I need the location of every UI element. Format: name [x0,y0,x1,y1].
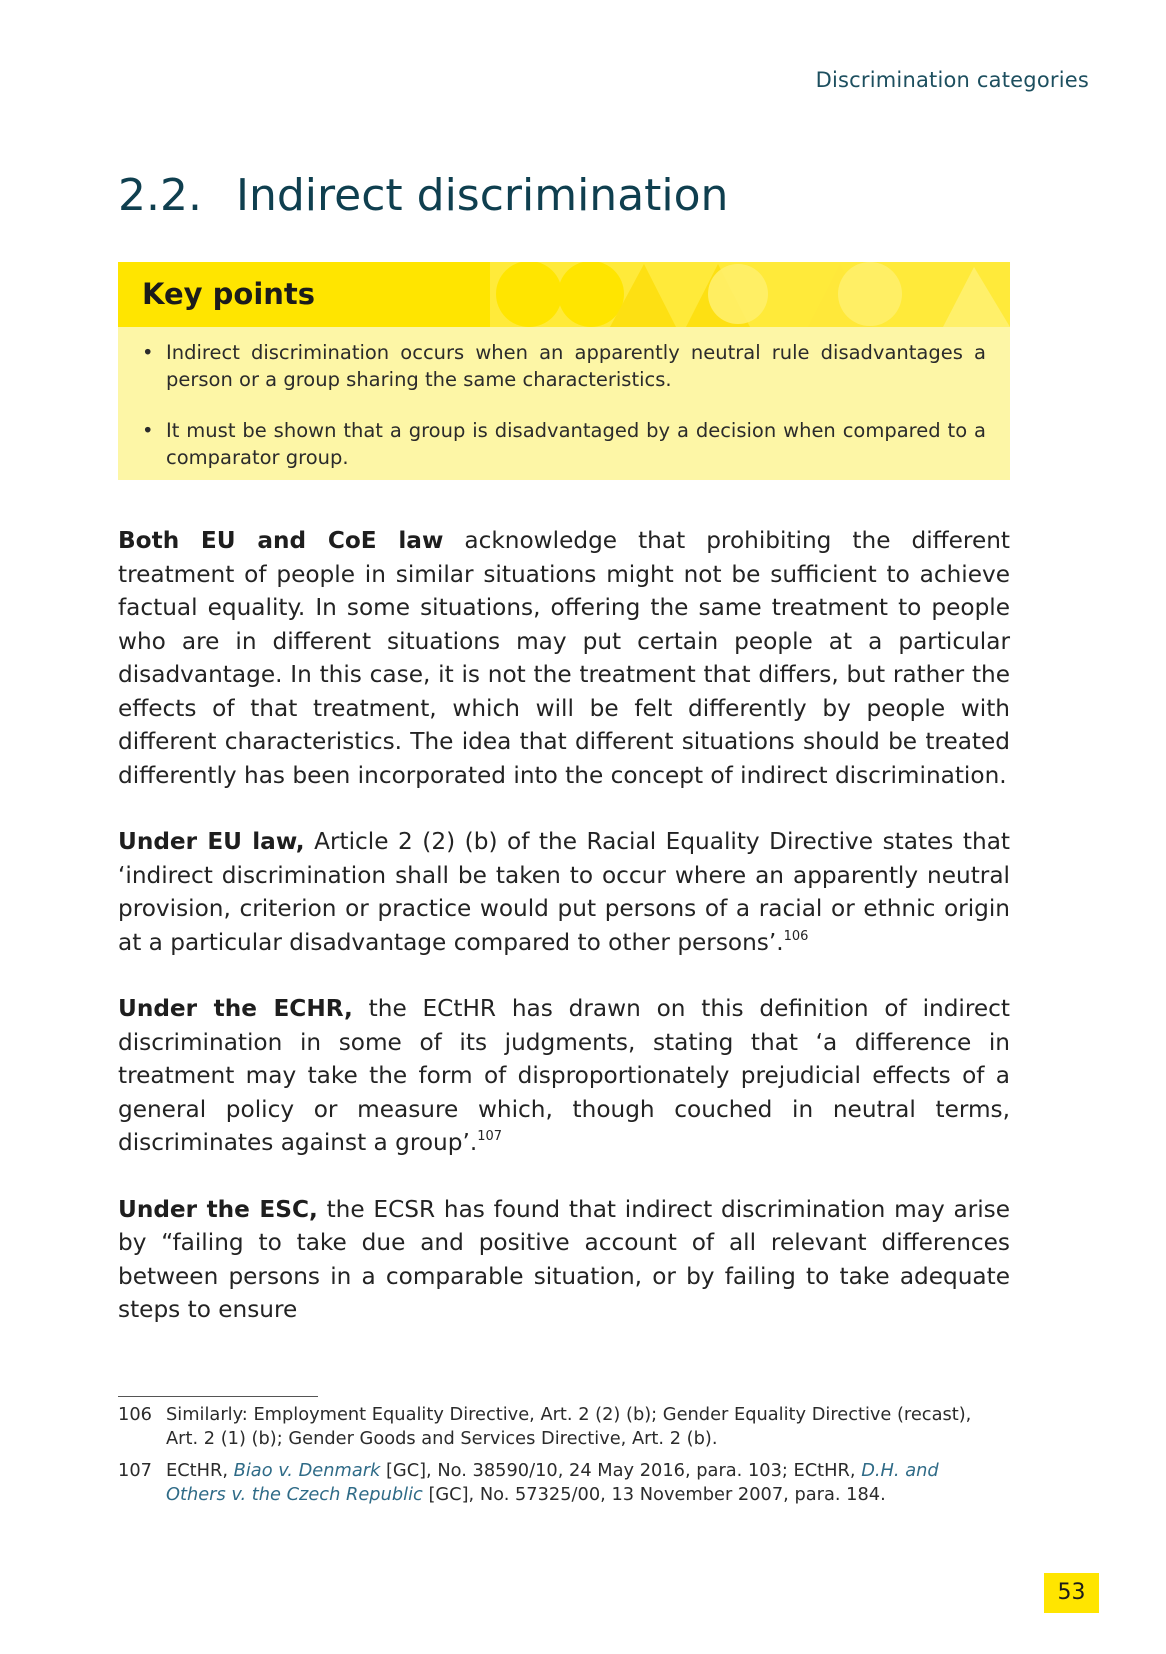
paragraph-lead: Under the ECHR, [118,995,353,1022]
paragraph-lead: Under EU law, [118,828,305,855]
footnote-number: 106 [118,1404,152,1425]
footnote-106 [118,1403,998,1451]
decor-circle-3 [708,264,768,324]
key-points-list [118,327,1010,471]
footnote-number: 107 [118,1460,152,1481]
decor-circle-1 [496,262,562,327]
running-head: Discrimination categories [815,68,1089,92]
decor-circle-2 [558,262,624,327]
key-points-header [118,262,1010,327]
paragraph: Under the ESC, the ECSR has found that indirect discrimination may arise by “failing to take due and positive account of all relevant differences between persons in a comparable situation, or by failing to take adequate steps to ensure [118,1195,1010,1323]
paragraph: Under the ECHR, the ECtHR has drawn on this definition of indirect discrimination in some of its judgments, stating that ‘a difference in treatment may take the form of disproportionately prejudicial effects of a general policy or measure which, though couched in neutral terms, discriminates against a group’.$^{107}$ [118,995,1010,1156]
key-points-box [118,262,1010,480]
section-title-text: Indirect discrimination [236,170,729,221]
case-link[interactable]: D.H. and Others v. the Czech Republic [166,1460,939,1505]
section-title [118,170,728,221]
section-number: 2.2. [118,170,202,221]
footnote-107: 107 ECtHR, Biao v. Denmark [GC], No. 38590/10, 24 May 2016, para. 103; ECtHR, D.H. and Others v. the Czech Republic [GC], No. 57325/00, 13 November 2007, para. 184. [118,1460,939,1505]
bullet: • [142,341,154,364]
footnote-text: Similarly: Employment Equality Directive, Art. 2 (2) (b); Gender Equality Directive (recast), Art. 2 (1) (b); Gender Goods and Services Directive, Art. 2 (b). [166,1404,972,1449]
body-text [118,524,1010,1360]
bullet: • [142,419,154,442]
paragraph-lead: Both EU and CoE law [118,527,444,554]
case-link[interactable]: Biao v. Denmark [233,1460,381,1481]
footnote-ref[interactable]: 106 [783,928,809,944]
footnotes [118,1403,998,1515]
decor-circle-4 [838,262,902,326]
footnote-ref[interactable]: 107 [477,1129,503,1144]
page-number: 53 [1044,1573,1099,1613]
paragraph: Both EU and CoE law acknowledge that prohibiting the different treatment of people in similar situations might not be sufficient to achieve factual equality. In some situations, offering the same treatment to people who are in different situations may put certain people at a particular disadvantage. In this case, it is not the treatment that differs, but rather the effects of that treatment, which will be felt differently by people with different characteristics. The idea that different situations should be treated differently has been incorporated into the concept of indirect discrimination. [118,527,1010,789]
key-points-title: Key points [142,277,316,311]
list-item: • It must be shown that a group is disadvantaged by a decision when compared to a comparator group. [142,419,986,469]
footnote-divider [118,1396,318,1397]
paragraph-lead: Under the ESC, [118,1195,318,1223]
list-item: • Indirect discrimination occurs when an apparently neutral rule disadvantages a person or a group sharing the same characteristics. [142,341,986,391]
paragraph: Under EU law, Article 2 (2) (b) of the Racial Equality Directive states that ‘indirect discrimination shall be taken to occur where an apparently neutral provision, criterion or practice would put persons of a racial or ethnic origin at a particular disadvantage compared to other persons’.$^{106}$ [118,828,1011,956]
